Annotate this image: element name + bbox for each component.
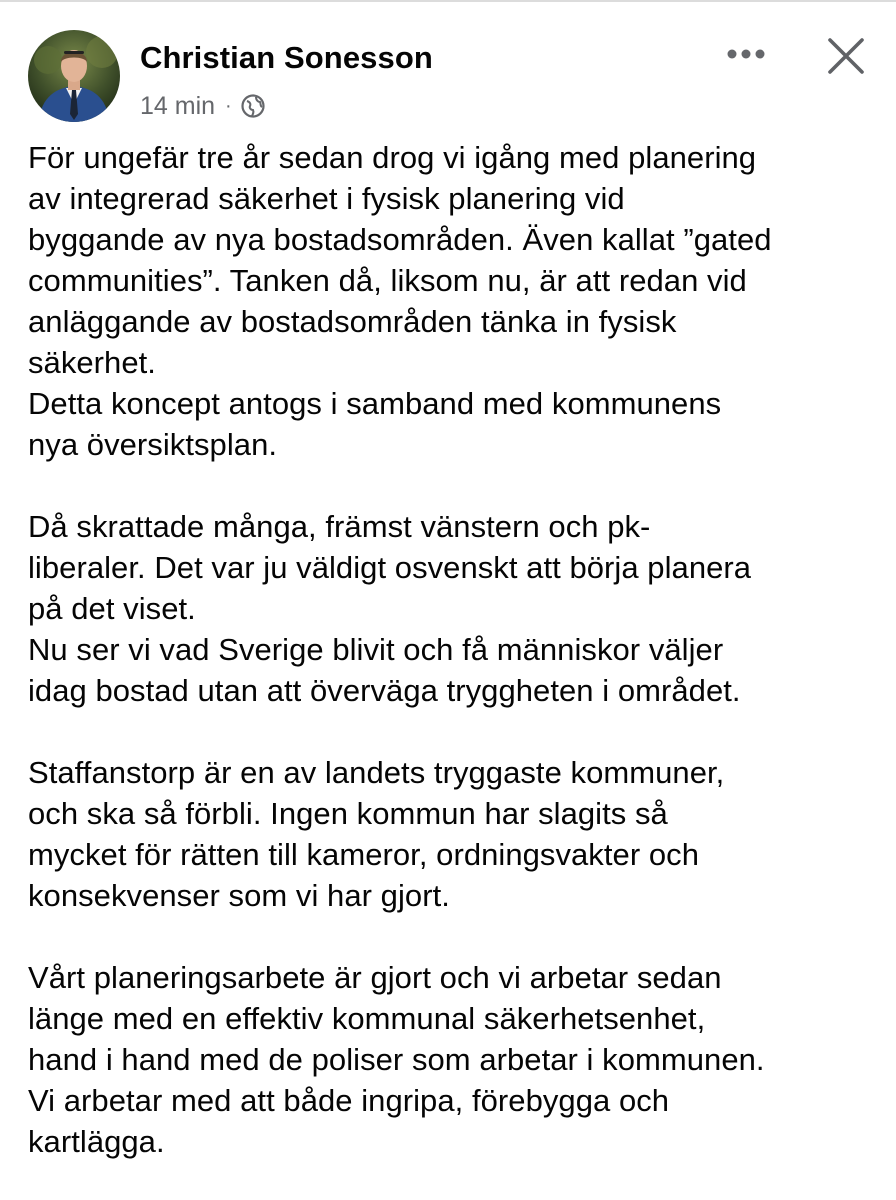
post-text-line: Staffanstorp är en av landets tryggaste kommuner, (28, 755, 725, 790)
meta-separator: · (225, 94, 232, 117)
post-text-line: Nu ser vi vad Sverige blivit och få människor väljer (28, 632, 724, 667)
more-options-icon (726, 48, 766, 60)
post-text-line: av integrerad säkerhet i fysisk planering vid (28, 181, 625, 216)
post-text-line: idag bostad utan att överväga tryggheten i området. (28, 673, 741, 708)
paragraph-gap (28, 711, 876, 752)
post-text-line: liberaler. Det var ju väldigt osvenskt att börja planera (28, 550, 752, 585)
post-meta (140, 90, 266, 122)
post-text-line: anläggande av bostadsområden tänka in fysisk (28, 304, 677, 339)
avatar-photo (28, 30, 120, 122)
post-paragraph (28, 957, 876, 1162)
post-text-line: communities”. Tanken då, liksom nu, är att redan vid (28, 263, 747, 298)
close-button[interactable] (824, 34, 868, 78)
post-text-line: Vårt planeringsarbete är gjort och vi arbetar sedan (28, 960, 722, 995)
post-paragraph (28, 506, 876, 711)
post-paragraph (28, 752, 876, 916)
post-text-line: Då skrattade många, främst vänstern och pk- (28, 509, 651, 544)
post-text-line: på det viset. (28, 591, 196, 626)
paragraph-gap (28, 465, 876, 506)
post-text-line: För ungefär tre år sedan drog vi igång med planering (28, 140, 757, 175)
close-icon (824, 34, 868, 78)
post-text-line: Detta koncept antogs i samband med kommunens (28, 386, 722, 421)
post-text-line: länge med en effektiv kommunal säkerhetsenhet, (28, 1001, 706, 1036)
post-text-line: och ska så förbli. Ingen kommun har slagits så (28, 796, 668, 831)
top-divider (0, 0, 896, 2)
author-name[interactable]: Christian Sonesson (140, 40, 433, 75)
post-time[interactable]: 14 min (140, 91, 216, 120)
post-text-line: säkerhet. (28, 345, 156, 380)
post-text-line: Vi arbetar med att både ingripa, förebygga och (28, 1083, 670, 1118)
post-text-line: nya översiktsplan. (28, 427, 278, 462)
post-paragraph (28, 137, 876, 465)
post-text-line: byggande av nya bostadsområden. Även kallat ”gated (28, 222, 772, 257)
post-text-line: kartlägga. (28, 1124, 165, 1159)
post-text-line: konsekvenser som vi har gjort. (28, 878, 450, 913)
avatar[interactable] (28, 30, 120, 122)
post-text-line: hand i hand med de poliser som arbetar i kommunen. (28, 1042, 765, 1077)
paragraph-gap (28, 916, 876, 957)
post-text (28, 137, 876, 1162)
more-options-button[interactable] (722, 36, 770, 72)
globe-icon[interactable] (240, 93, 266, 119)
post-text-line: mycket för rätten till kameror, ordningsvakter och (28, 837, 699, 872)
